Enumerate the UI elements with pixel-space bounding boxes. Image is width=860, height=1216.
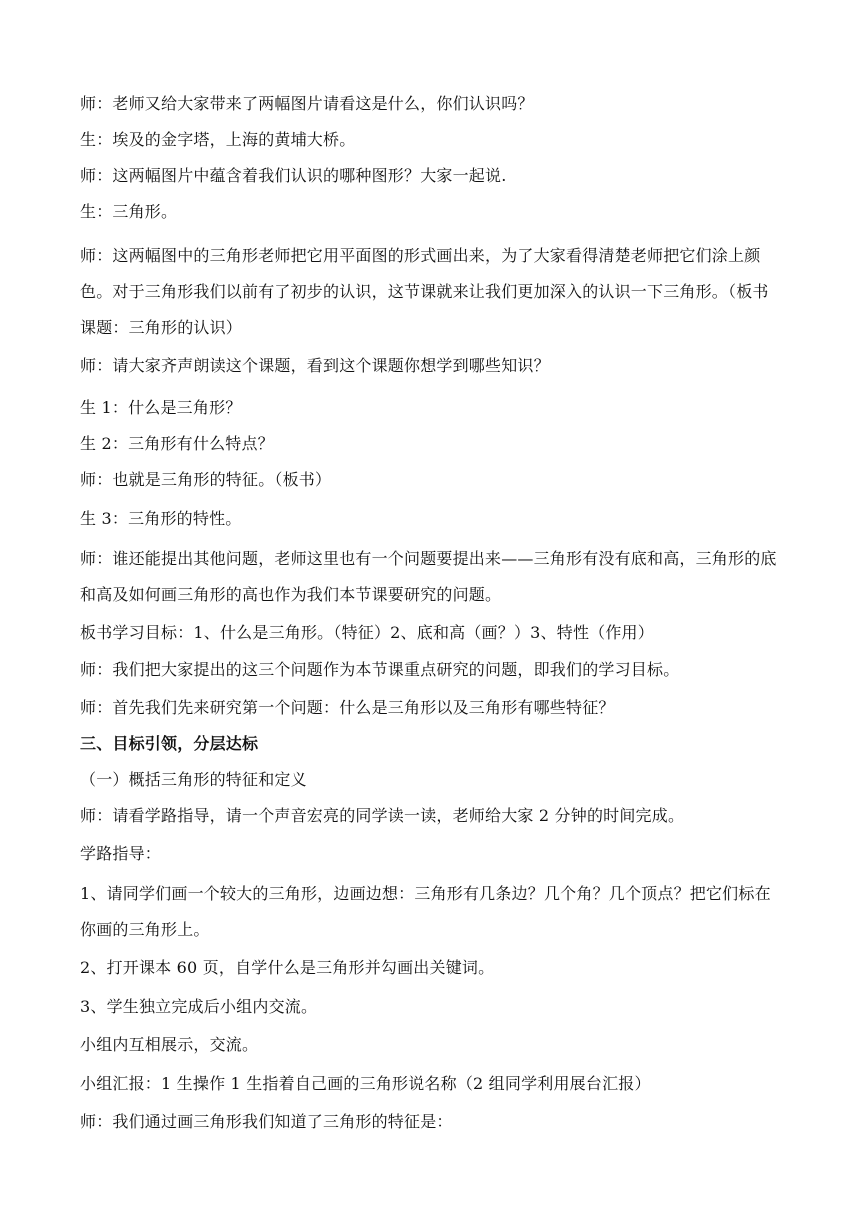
paragraph-7: 生 1：什么是三角形？ [80, 398, 242, 417]
paragraph-4: 生：三角形。 [80, 202, 178, 221]
paragraph-12: 板书学习目标：1、什么是三角形。（特征）2、底和高（画？）3、特性（作用） [80, 623, 654, 642]
paragraph-2: 生：埃及的金字塔，上海的黄埔大桥。 [80, 130, 356, 149]
paragraph-11: 师：谁还能提出其他问题，老师这里也有一个问题要提出来——三角形有没有底和高，三角形的底和高及如何画三角形的高也作为我们本节课要研究的问题。 [80, 549, 777, 604]
paragraph-10: 生 3：三角形的特性。 [80, 509, 242, 528]
paragraph-22: 小组内互相展示，交流。 [80, 1035, 259, 1054]
paragraph-21: 3、学生独立完成后小组内交流。 [80, 997, 318, 1016]
paragraph-5: 师：这两幅图中的三角形老师把它用平面图的形式画出来，为了大家看得清楚老师把它们涂上颜色。对于三角形我们以前有了初步的认识，这节课就来让我们更加深入的认识一下三角形。（板书课题：三角形的认识） [80, 246, 769, 337]
paragraph-19: 1、请同学们画一个较大的三角形，边画边想：三角形有几条边？几个角？几个顶点？把它们标在你画的三角形上。 [80, 884, 771, 939]
paragraph-6: 师：请大家齐声朗读这个课题，看到这个课题你想学到哪些知识？ [80, 356, 550, 375]
paragraph-3: 师：这两幅图片中蕴含着我们认识的哪种图形？大家一起说. [80, 166, 507, 185]
section-heading: 三、目标引领，分层达标 [80, 734, 259, 753]
paragraph-20: 2、打开课本 60 页，自学什么是三角形并勾画出关键词。 [80, 958, 495, 977]
paragraph-13: 师：我们把大家提出的这三个问题作为本节课重点研究的问题，即我们的学习目标。 [80, 660, 680, 679]
paragraph-9: 师：也就是三角形的特征。（板书） [80, 470, 332, 489]
paragraph-23: 小组汇报：1 生操作 1 生指着自己画的三角形说名称（2 组同学利用展台汇报） [80, 1074, 651, 1093]
paragraph-1: 师：老师又给大家带来了两幅图片请看这是什么，你们认识吗？ [80, 94, 534, 113]
paragraph-24: 师：我们通过画三角形我们知道了三角形的特征是： [80, 1112, 453, 1131]
paragraph-18: 学路指导： [80, 844, 162, 863]
paragraph-17: 师：请看学路指导，请一个声音宏亮的同学读一读，老师给大家 2 分钟的时间完成。 [80, 806, 685, 825]
paragraph-14: 师：首先我们先来研究第一个问题：什么是三角形以及三角形有哪些特征？ [80, 698, 615, 717]
subsection-heading: （一）概括三角形的特征和定义 [80, 770, 307, 789]
paragraph-8: 生 2：三角形有什么特点？ [80, 434, 274, 453]
